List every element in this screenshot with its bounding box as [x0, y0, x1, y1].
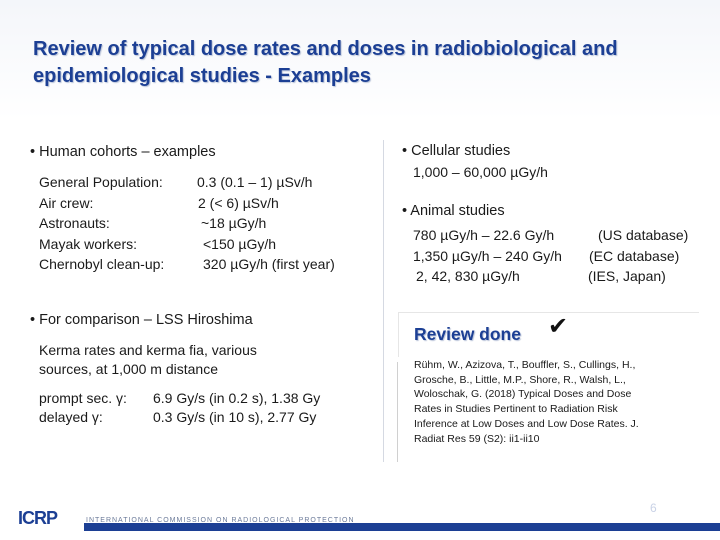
- cohort-value: <150 µGy/h: [203, 235, 277, 252]
- animal-source: (EC database): [589, 247, 680, 264]
- cohort-value: ~18 µGy/h: [201, 215, 267, 231]
- footer-bar: [84, 523, 720, 531]
- checkmark-icon: ✔: [548, 313, 569, 340]
- cohort-row: [39, 254, 335, 275]
- animal-table: [413, 225, 688, 287]
- cohort-row: [39, 234, 335, 255]
- cohorts-heading: • Human cohorts – examples: [30, 144, 216, 160]
- cohort-value: 2 (< 6) µSv/h: [198, 194, 279, 211]
- kerma-line-2: sources, at 1,000 m distance: [39, 361, 218, 377]
- cohort-value: 0.3 (0.1 – 1) µSv/h: [197, 174, 313, 190]
- reference-bar: [397, 362, 398, 462]
- cohort-row: [39, 193, 335, 214]
- animal-range: 780 µGy/h – 22.6 Gy/h: [413, 227, 555, 243]
- column-divider: [383, 140, 384, 462]
- animal-row: [413, 225, 688, 246]
- cohort-value: 320 µGy/h (first year): [203, 256, 335, 272]
- page-number: 6: [650, 501, 657, 515]
- animal-range: 1,350 µGy/h – 240 Gy/h: [413, 247, 562, 264]
- animal-source: (US database): [598, 227, 689, 243]
- cohort-row: [39, 172, 335, 193]
- animal-heading: • Animal studies: [402, 203, 505, 219]
- cohort-label: Mayak workers:: [39, 235, 138, 252]
- cohort-row: [39, 213, 335, 234]
- review-done-label: Review done: [414, 324, 521, 344]
- kerma-line-1: Kerma rates and kerma fia, various: [39, 342, 257, 358]
- reference-citation: Rühm, W., Azizova, T., Bouffler, S., Cullings, H., Grosche, B., Little, M.P., Shore, R., Walsh, L., Woloschak, G. (2018) Typical Doses and Dose Rates in Studies Pertinent to Radiation Risk Inference at Low Doses and Low Dose Rates. J. Radiat Res 59 (S2): ii1-ii10: [414, 359, 639, 445]
- cohorts-table: [39, 172, 335, 275]
- prompt-label: prompt sec. γ:: [39, 390, 127, 406]
- animal-source: (IES, Japan): [588, 268, 666, 284]
- icrp-logo: [18, 508, 57, 529]
- delayed-label: delayed γ:: [39, 409, 103, 425]
- cohort-label: Astronauts:: [39, 215, 110, 231]
- cohort-label: General Population:: [39, 174, 163, 190]
- cellular-heading: • Cellular studies: [402, 143, 511, 159]
- cohort-label: Chernobyl clean-up:: [39, 256, 165, 272]
- animal-row: [413, 266, 688, 287]
- footer-org-name: INTERNATIONAL COMMISSION ON RADIOLOGICAL PROTECTION: [86, 517, 355, 524]
- cellular-value: 1,000 – 60,000 µGy/h: [413, 164, 548, 180]
- comparison-heading: • For comparison – LSS Hiroshima: [30, 312, 253, 328]
- logo-text: ICRP: [18, 508, 58, 528]
- slide-title: Review of typical dose rates and doses in radiobiological and epidemiological studies - Examples: [33, 38, 618, 87]
- animal-row: [413, 246, 688, 267]
- cohort-label: Air crew:: [39, 194, 94, 211]
- animal-range: 2, 42, 830 µGy/h: [416, 268, 520, 284]
- prompt-value: 6.9 Gy/s (in 0.2 s), 1.38 Gy: [153, 390, 321, 406]
- delayed-value: 0.3 Gy/s (in 10 s), 2.77 Gy: [153, 409, 317, 425]
